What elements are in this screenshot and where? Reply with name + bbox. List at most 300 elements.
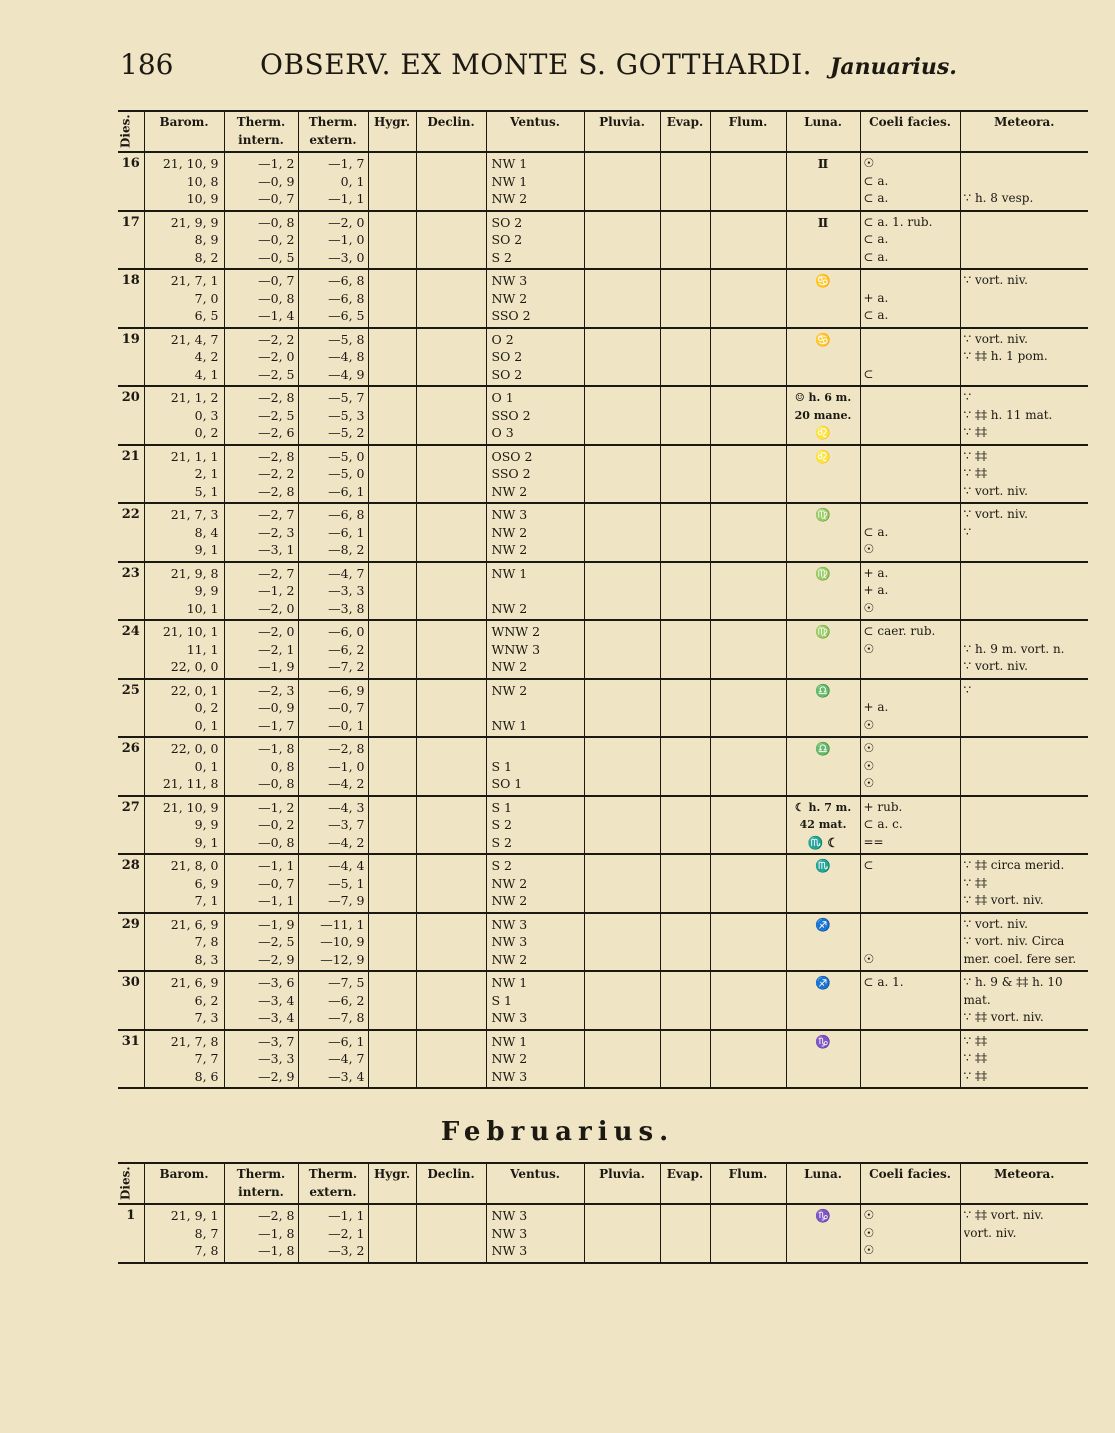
coeli-cell-line: + a. [863, 700, 889, 714]
coeli-cell-line: ☉ [863, 776, 875, 790]
evap-cell [660, 1030, 710, 1089]
declin-cell [416, 269, 486, 328]
therm-extern-cell-line: —6, 2 [328, 641, 365, 657]
declin-cell [416, 854, 486, 913]
therm-extern-cell [298, 211, 368, 270]
luna-cell [786, 386, 860, 445]
barometer-cell-line: 21, 7, 1 [170, 273, 219, 288]
header-hygr: Hygr. [368, 111, 416, 152]
pluvia-cell [584, 1030, 660, 1089]
declin-cell [416, 1204, 486, 1263]
table-row [118, 386, 1088, 445]
meteora-cell-line: vort. niv. [963, 1225, 1017, 1240]
ventus-cell [486, 796, 584, 855]
barometer-cell-line: 7, 0 [194, 290, 219, 306]
ventus-cell-line: NW 3 [491, 1068, 528, 1084]
evap-cell [660, 1204, 710, 1263]
evap-cell [660, 913, 710, 972]
ventus-cell-line: WNW 2 [491, 624, 541, 639]
coeli-cell-line: ⊂ a. c. [863, 817, 903, 831]
running-month: Januarius. [830, 54, 957, 80]
hygr-cell [368, 854, 416, 913]
meteora-cell-line [964, 231, 1086, 249]
therm-extern-cell [298, 503, 368, 562]
pluvia-cell [584, 796, 660, 855]
table-row [118, 562, 1088, 621]
meteora-cell [960, 152, 1088, 211]
evap-cell [660, 328, 710, 387]
pluvia-cell [584, 1204, 660, 1263]
hygr-cell [368, 269, 416, 328]
therm-extern-cell-line: —4, 7 [328, 1051, 365, 1066]
coeli-cell [860, 737, 960, 796]
therm-extern-cell-line: —2, 0 [328, 214, 365, 230]
therm-extern-cell-line: —2, 8 [328, 741, 365, 756]
flum-cell [710, 620, 786, 679]
header-flum: Flum. [710, 1163, 786, 1204]
flum-cell [710, 211, 786, 270]
coeli-cell-line: ⊂ a. [863, 232, 889, 246]
ventus-cell-line: SO 2 [491, 366, 523, 382]
therm-extern-cell-line: —5, 3 [328, 407, 365, 423]
barometer-cell-line: 10, 8 [186, 173, 219, 189]
header-coeli: Coeli facies. [860, 111, 960, 152]
coeli-cell-line [864, 892, 957, 910]
therm-extern-cell-line: —5, 8 [328, 331, 365, 347]
meteora-cell-line: ∵ ‡‡ vort. niv. [963, 1010, 1044, 1024]
therm-intern-cell [224, 854, 298, 913]
barometer-cell-line: 21, 4, 7 [170, 331, 219, 347]
therm-intern-cell-line: —3, 3 [258, 1051, 295, 1066]
coeli-cell-line: + rub. [863, 799, 903, 814]
coeli-cell [860, 503, 960, 562]
therm-intern-cell-line: —0, 8 [258, 776, 295, 791]
therm-intern-cell-line: —1, 1 [258, 893, 295, 908]
declin-cell [416, 152, 486, 211]
ventus-cell-line: NW 3 [491, 1225, 528, 1241]
therm-intern-cell-line: —0, 2 [258, 817, 295, 832]
therm-intern-cell-line: —1, 8 [258, 1225, 295, 1241]
januarius-table [118, 110, 1088, 1089]
barometer-cell [144, 737, 224, 796]
coeli-cell-line [864, 682, 957, 700]
therm-extern-cell [298, 913, 368, 972]
declin-cell [416, 211, 486, 270]
coeli-cell [860, 211, 960, 270]
hygr-cell [368, 211, 416, 270]
coeli-cell-line [864, 1033, 957, 1051]
meteora-cell-line [964, 623, 1086, 641]
meteora-cell-line: ∵ h. 8 vesp. [963, 191, 1034, 205]
therm-extern-cell-line: —7, 8 [328, 1010, 365, 1025]
evap-cell [660, 386, 710, 445]
table-row [118, 679, 1088, 738]
therm-intern-cell [224, 152, 298, 211]
evap-cell [660, 796, 710, 855]
luna-cell: ♐ [786, 971, 860, 1030]
coeli-cell-line: ⊂ a. 1. rub. [863, 214, 933, 229]
coeli-cell-line: ☉ [863, 1225, 875, 1240]
therm-intern-cell [224, 269, 298, 328]
table-row [118, 152, 1088, 211]
meteora-cell-line [964, 290, 1086, 308]
meteora-cell-line [964, 249, 1086, 267]
therm-intern-cell-line: —1, 7 [258, 717, 295, 733]
ventus-cell [486, 620, 584, 679]
ventus-cell-line: O 3 [491, 425, 514, 440]
therm-extern-cell-line: —7, 2 [328, 659, 365, 674]
therm-intern-cell-line: —0, 5 [258, 249, 295, 265]
declin-cell [416, 328, 486, 387]
header-hygr: Hygr. [368, 1163, 416, 1204]
meteora-cell-line [964, 366, 1086, 384]
ventus-cell [486, 386, 584, 445]
meteora-cell [960, 562, 1088, 621]
therm-extern-cell [298, 562, 368, 621]
ventus-cell-line: NW 2 [491, 191, 528, 206]
ventus-cell-line: NW 1 [491, 1033, 528, 1049]
therm-intern-cell [224, 386, 298, 445]
meteora-cell-line [964, 541, 1086, 559]
barometer-cell-line: 22, 0, 0 [170, 741, 219, 756]
coeli-cell-line: ⊂ a. [863, 308, 889, 322]
ventus-cell-line: SO 2 [491, 214, 523, 230]
therm-extern-cell-line: —3, 3 [328, 583, 365, 598]
table-row [118, 971, 1088, 1030]
header-dies: Dies. [118, 111, 144, 152]
day-cell: 19 [118, 328, 144, 387]
coeli-cell-line [864, 658, 957, 676]
ventus-cell [486, 503, 584, 562]
therm-extern-cell-line: —4, 3 [328, 799, 365, 815]
therm-extern-cell [298, 620, 368, 679]
therm-extern-cell-line: —3, 4 [328, 1068, 365, 1084]
coeli-cell-line: ☉ [863, 741, 875, 755]
barometer-cell-line: 22, 0, 1 [170, 682, 219, 698]
coeli-cell [860, 620, 960, 679]
meteora-cell-line [964, 155, 1086, 173]
coeli-cell-line: ☉ [863, 717, 875, 732]
barometer-cell [144, 445, 224, 504]
therm-intern-cell-line: —2, 7 [258, 507, 295, 522]
day-cell: 31 [118, 1030, 144, 1089]
therm-extern-cell-line: —6, 1 [328, 483, 365, 499]
coeli-cell-line: ⊂ [863, 858, 874, 872]
evap-cell [660, 620, 710, 679]
pluvia-cell [584, 503, 660, 562]
therm-extern-cell-line: 0, 1 [340, 173, 365, 189]
therm-intern-cell-line: —1, 8 [258, 1243, 295, 1258]
meteora-cell-line [964, 582, 1086, 600]
hygr-cell [368, 913, 416, 972]
therm-extern-cell-line: —3, 7 [328, 817, 365, 832]
header-therm-intern [224, 1163, 298, 1204]
page-number: 186 [120, 48, 174, 81]
evap-cell [660, 562, 710, 621]
therm-extern-cell-line: —6, 1 [328, 1033, 365, 1049]
ventus-cell-line [490, 699, 581, 717]
therm-intern-cell [224, 503, 298, 562]
therm-extern-cell-line: —12, 9 [320, 951, 365, 967]
therm-intern-cell-line: —1, 8 [258, 741, 295, 756]
coeli-cell [860, 854, 960, 913]
meteora-cell [960, 269, 1088, 328]
coeli-cell-line: == [863, 834, 884, 849]
ventus-cell-line: SSO 2 [491, 308, 531, 323]
day-cell: 25 [118, 679, 144, 738]
therm-intern-cell-line: —0, 9 [258, 700, 295, 715]
luna-cell: ♑ [786, 1204, 860, 1263]
pluvia-cell [584, 679, 660, 738]
meteora-cell-line [964, 740, 1086, 758]
table-row [118, 620, 1088, 679]
coeli-cell-line: ☉ [863, 641, 875, 656]
meteora-cell-line [964, 307, 1086, 325]
coeli-cell-line [864, 272, 957, 290]
luna-cell: ♏ [786, 854, 860, 913]
barometer-cell [144, 562, 224, 621]
therm-extern-cell-line: —11, 1 [320, 916, 365, 932]
barometer-cell-line: 0, 3 [194, 407, 219, 423]
therm-extern-cell-line: —5, 2 [328, 425, 365, 440]
header-luna: Luna. [786, 111, 860, 152]
therm-extern-cell-line: —0, 7 [328, 700, 365, 715]
ventus-cell-line: O 1 [491, 390, 514, 405]
pluvia-cell [584, 854, 660, 913]
day-cell: 26 [118, 737, 144, 796]
pluvia-cell [584, 971, 660, 1030]
barometer-cell [144, 796, 224, 855]
therm-intern-cell [224, 796, 298, 855]
flum-cell [710, 854, 786, 913]
meteora-cell-line: ∵ ‡‡ vort. niv. [963, 1208, 1044, 1222]
barometer-cell-line: 10, 9 [186, 191, 219, 206]
barometer-cell-line: 21, 8, 0 [170, 858, 219, 873]
barometer-cell-line: 9, 1 [194, 542, 219, 557]
ventus-cell [486, 328, 584, 387]
coeli-cell-line: ⊂ [863, 366, 874, 381]
ventus-cell-line: SSO 2 [491, 466, 531, 481]
meteora-cell [960, 620, 1088, 679]
flum-cell [710, 679, 786, 738]
pluvia-cell [584, 562, 660, 621]
meteora-cell-line [964, 600, 1086, 618]
header-ventus: Ventus. [486, 1163, 584, 1204]
ventus-cell-line: WNW 3 [491, 641, 541, 657]
day-cell: 23 [118, 562, 144, 621]
coeli-cell [860, 269, 960, 328]
barometer-cell-line: 9, 9 [194, 583, 219, 598]
ventus-cell-line: O 2 [491, 331, 514, 347]
barometer-cell-line: 2, 1 [194, 466, 219, 481]
meteora-cell-line: ∵ ‡‡ [963, 448, 987, 463]
therm-intern-cell-line: —1, 9 [258, 659, 295, 674]
day-cell: 29 [118, 913, 144, 972]
barometer-cell-line: 9, 9 [194, 817, 219, 832]
ventus-cell-line: S 2 [491, 834, 512, 850]
therm-intern-cell [224, 620, 298, 679]
therm-extern-cell-line: —3, 8 [328, 600, 365, 616]
coeli-cell-line: ☉ [863, 156, 875, 170]
therm-extern-cell-line: —6, 8 [328, 507, 365, 522]
day-cell: 27 [118, 796, 144, 855]
therm-extern-cell [298, 971, 368, 1030]
therm-intern-cell-line: —3, 6 [258, 975, 295, 990]
coeli-cell-line [864, 1050, 957, 1068]
barometer-cell [144, 679, 224, 738]
ventus-cell-line: NW 3 [491, 1208, 528, 1223]
meteora-cell-line [964, 565, 1086, 583]
flum-cell [710, 796, 786, 855]
coeli-cell [860, 1204, 960, 1263]
luna-cell: Ⅱ [786, 152, 860, 211]
meteora-cell [960, 1030, 1088, 1089]
therm-extern-cell-line: —8, 2 [328, 542, 365, 557]
meteora-cell [960, 386, 1088, 445]
meteora-cell [960, 503, 1088, 562]
flum-cell [710, 386, 786, 445]
coeli-cell [860, 1030, 960, 1089]
declin-cell [416, 503, 486, 562]
barometer-cell-line: 5, 1 [194, 483, 219, 499]
therm-intern-cell [224, 445, 298, 504]
hygr-cell [368, 971, 416, 1030]
coeli-cell [860, 445, 960, 504]
declin-cell [416, 971, 486, 1030]
ventus-cell-line: NW 3 [491, 1243, 528, 1258]
header-therm-extern-line: extern. [309, 132, 357, 147]
luna-note: 42 mat. [799, 818, 847, 831]
meteora-cell-line [964, 699, 1086, 717]
barometer-cell-line: 4, 2 [194, 349, 219, 364]
table-row [118, 269, 1088, 328]
barometer-cell [144, 620, 224, 679]
therm-extern-cell [298, 269, 368, 328]
barometer-cell-line: 7, 1 [194, 893, 219, 908]
therm-intern-cell-line: —2, 1 [258, 641, 295, 657]
barometer-cell [144, 211, 224, 270]
header-therm-extern-line: Therm. [308, 115, 358, 129]
header-therm-extern [298, 111, 368, 152]
barometer-cell-line: 7, 3 [194, 1010, 219, 1025]
declin-cell [416, 445, 486, 504]
day-cell: 17 [118, 211, 144, 270]
pluvia-cell [584, 445, 660, 504]
hygr-cell [368, 562, 416, 621]
luna-cell: ♌ [786, 445, 860, 504]
therm-extern-cell [298, 737, 368, 796]
coeli-cell-line [864, 483, 957, 501]
meteora-cell-line [964, 834, 1086, 852]
meteora-cell-line: ∵ ‡‡ [963, 1033, 987, 1048]
table-row [118, 1204, 1088, 1263]
therm-intern-cell [224, 913, 298, 972]
therm-intern-cell-line: —0, 7 [258, 191, 295, 206]
hygr-cell [368, 620, 416, 679]
coeli-cell-line [864, 1009, 957, 1027]
evap-cell [660, 971, 710, 1030]
ventus-cell [486, 445, 584, 504]
day-cell: 21 [118, 445, 144, 504]
declin-cell [416, 620, 486, 679]
therm-intern-cell [224, 328, 298, 387]
evap-cell [660, 679, 710, 738]
therm-intern-cell-line: —2, 9 [258, 951, 295, 967]
coeli-cell [860, 152, 960, 211]
meteora-cell-line [964, 758, 1086, 776]
luna-cell: ♎ [786, 679, 860, 738]
therm-extern-cell-line: —6, 0 [328, 624, 365, 639]
hygr-cell [368, 737, 416, 796]
ventus-cell-line: NW 2 [491, 682, 528, 698]
ventus-cell-line: NW 2 [491, 951, 528, 967]
coeli-cell-line [864, 506, 957, 524]
barometer-cell-line: 0, 2 [194, 425, 219, 440]
table-row [118, 737, 1088, 796]
meteora-cell-line [964, 1242, 1086, 1260]
coeli-cell-line [864, 1068, 957, 1086]
declin-cell [416, 796, 486, 855]
therm-intern-cell-line: —1, 2 [258, 799, 295, 815]
hygr-cell [368, 1204, 416, 1263]
barometer-cell [144, 854, 224, 913]
meteora-cell [960, 679, 1088, 738]
table-row [118, 796, 1088, 855]
hygr-cell [368, 445, 416, 504]
therm-intern-cell [224, 971, 298, 1030]
declin-cell [416, 562, 486, 621]
pluvia-cell [584, 913, 660, 972]
coeli-cell-line [864, 933, 957, 951]
therm-extern-cell-line: —4, 9 [328, 366, 365, 382]
hygr-cell [368, 328, 416, 387]
luna-cell: ♍ [786, 503, 860, 562]
meteora-cell [960, 328, 1088, 387]
ventus-cell [486, 913, 584, 972]
barometer-cell [144, 386, 224, 445]
therm-extern-cell [298, 152, 368, 211]
therm-intern-cell-line: —0, 2 [258, 232, 295, 247]
therm-intern-cell-line: —0, 9 [258, 173, 295, 189]
flum-cell [710, 328, 786, 387]
ventus-cell-line: NW 2 [491, 875, 528, 891]
therm-extern-cell [298, 386, 368, 445]
barometer-cell [144, 503, 224, 562]
coeli-cell-line [864, 348, 957, 366]
therm-intern-cell-line: —1, 1 [258, 858, 295, 873]
ventus-cell-line: NW 2 [491, 600, 528, 616]
header-therm-intern-line: intern. [238, 132, 284, 147]
ventus-cell-line: OSO 2 [491, 448, 533, 464]
meteora-cell-line: ∵ ‡‡ [963, 425, 987, 439]
barometer-cell-line: 8, 3 [194, 951, 219, 967]
flum-cell [710, 1204, 786, 1263]
meteora-cell-line [964, 816, 1086, 834]
therm-intern-cell-line: —2, 0 [258, 600, 295, 616]
coeli-cell-line: ☉ [863, 758, 875, 773]
meteora-cell-line: ∵ ‡‡ h. 11 mat. [963, 407, 1053, 422]
header-barom: Barom. [144, 1163, 224, 1204]
hygr-cell [368, 679, 416, 738]
flum-cell [710, 913, 786, 972]
therm-extern-cell [298, 328, 368, 387]
therm-extern-cell-line: —1, 0 [328, 232, 365, 247]
therm-intern-cell-line: 0, 8 [270, 758, 295, 774]
header-therm-extern [298, 1163, 368, 1204]
barometer-cell-line: 8, 9 [194, 232, 219, 247]
coeli-cell-line: ☉ [863, 951, 875, 966]
meteora-cell [960, 854, 1088, 913]
